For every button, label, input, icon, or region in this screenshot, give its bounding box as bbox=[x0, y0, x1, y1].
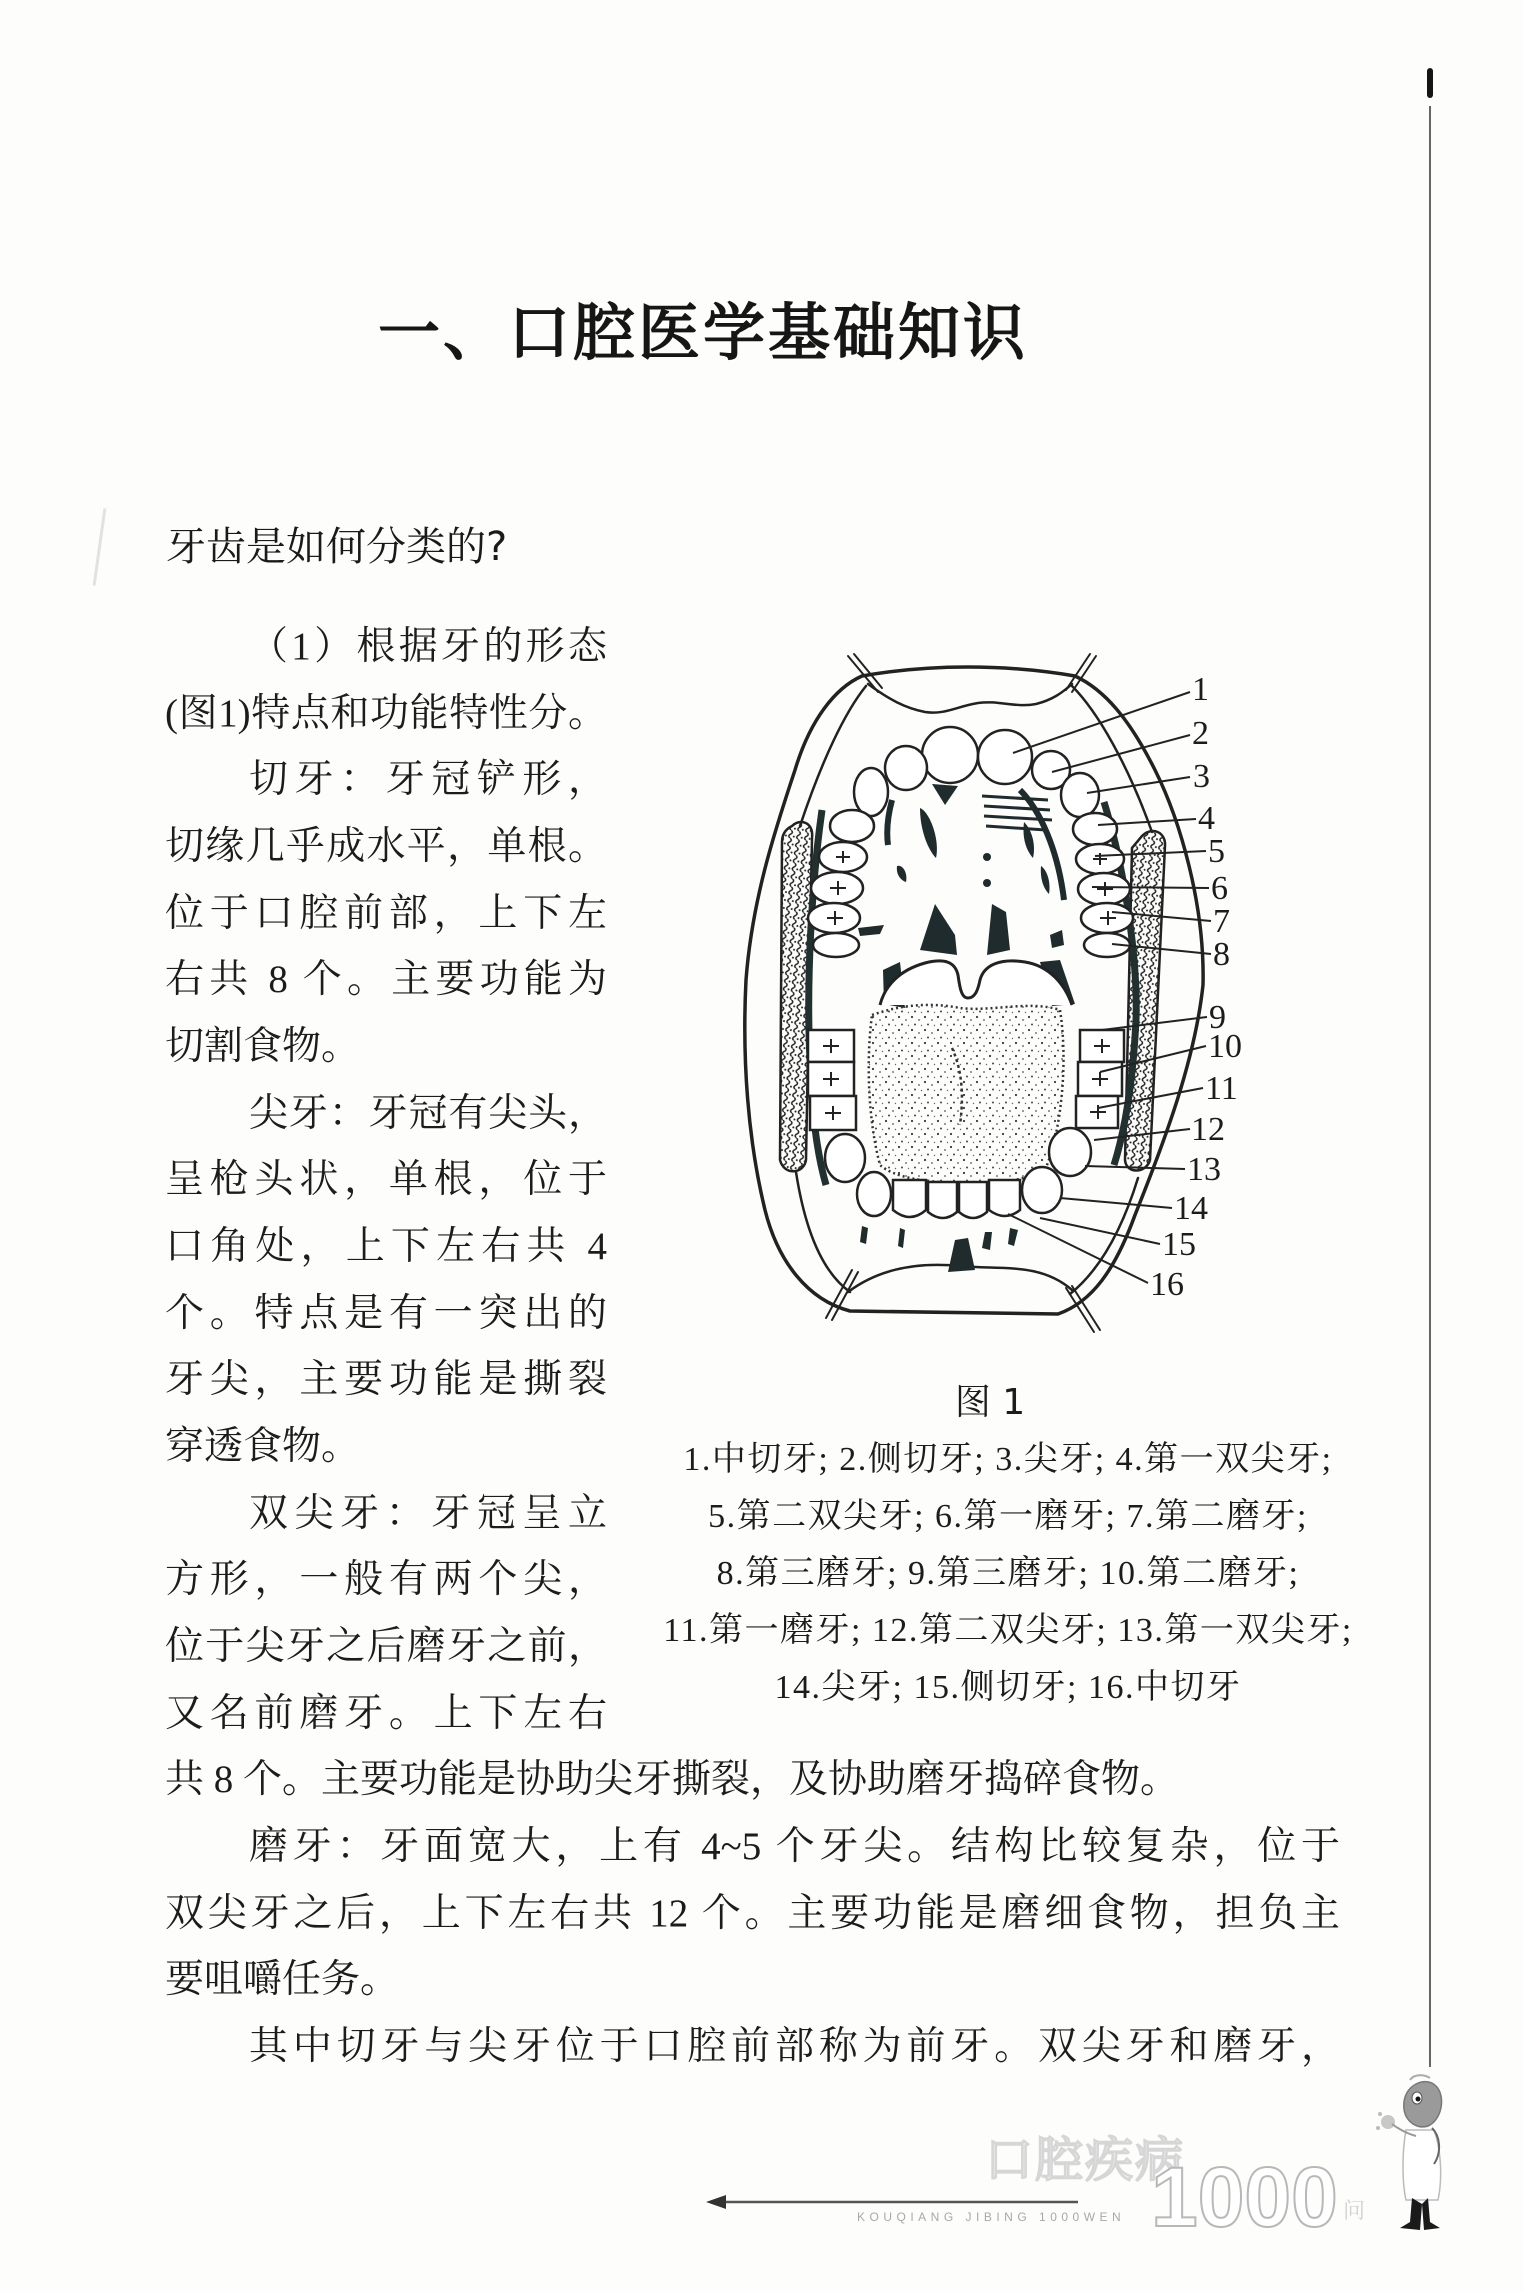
figure-label: 4 bbox=[1198, 800, 1215, 837]
body-line: 切割食物。 bbox=[165, 1024, 361, 1068]
scan-artifact bbox=[93, 508, 107, 586]
figure-label: 15 bbox=[1162, 1226, 1196, 1263]
caption-line: 1.中切牙; 2.侧切牙; 3.尖牙; 4.第一双尖牙; bbox=[683, 1441, 1333, 1478]
body-line: 方形，一般有两个尖， bbox=[165, 1558, 607, 1602]
figure-label: 12 bbox=[1191, 1111, 1225, 1148]
series-number: 1000 bbox=[1151, 2150, 1338, 2244]
body-line: 切缘几乎成水平，单根。 bbox=[165, 824, 607, 868]
caption-line: 11.第一磨牙; 12.第二双尖牙; 13.第一双尖牙; bbox=[663, 1612, 1353, 1649]
body-line: 口角处，上下左右共 4 bbox=[165, 1224, 607, 1268]
caption-line: 5.第二双尖牙; 6.第一磨牙; 7.第二磨牙; bbox=[708, 1498, 1308, 1535]
body-line: 个。特点是有一突出的 bbox=[165, 1291, 607, 1335]
series-pinyin: KOUQIANG JIBING 1000WEN bbox=[857, 2210, 1126, 2224]
figure-label: 9 bbox=[1209, 999, 1226, 1036]
body-line: 共 8 个。主要功能是协助尖牙撕裂，及协助磨牙捣碎食物。 bbox=[165, 1758, 1180, 1802]
body-line: 呈枪头状，单根，位于 bbox=[165, 1158, 607, 1202]
figure-label: 16 bbox=[1150, 1266, 1184, 1303]
body-line: 牙尖，主要功能是撕裂 bbox=[165, 1358, 607, 1402]
tongue bbox=[869, 1005, 1064, 1184]
body-line: 双尖牙之后，上下左右共 12 个。主要功能是磨细食物，担负主 bbox=[165, 1891, 1340, 1935]
body-line: 位于口腔前部，上下左 bbox=[165, 891, 607, 935]
figure-caption bbox=[600, 1431, 1416, 1716]
cheek-strip-right bbox=[1125, 831, 1165, 1170]
caption-line: 8.第三磨牙; 9.第三磨牙; 10.第二磨牙; bbox=[716, 1555, 1300, 1592]
section-question-heading: 牙齿是如何分类的? bbox=[166, 524, 508, 570]
figure-title: 图 1 bbox=[954, 1382, 1026, 1423]
margin-rule-marker bbox=[1427, 68, 1433, 98]
figure-label: 5 bbox=[1208, 833, 1225, 870]
body-line: 其中切牙与尖牙位于口腔前部称为前牙。双尖牙和磨牙， bbox=[249, 2024, 1340, 2068]
series-suffix: 问 bbox=[1343, 2199, 1366, 2224]
body-line: 切牙：牙冠铲形， bbox=[249, 758, 607, 802]
figure-label: 10 bbox=[1208, 1028, 1242, 1065]
figure-label: 8 bbox=[1213, 936, 1230, 973]
body-line: （1）根据牙的形态 bbox=[249, 625, 607, 668]
series-title: 口腔疾病 bbox=[985, 2132, 1186, 2188]
upper-teeth bbox=[808, 727, 1133, 957]
uvula bbox=[880, 961, 1072, 1005]
doctor-mascot-icon bbox=[1372, 2072, 1467, 2240]
body-line: 穿透食物。 bbox=[165, 1424, 361, 1468]
body-line: 双尖牙：牙冠呈立 bbox=[249, 1491, 607, 1535]
chapter-title: 一、口腔医学基础知识 bbox=[378, 296, 1029, 369]
margin-rule-line bbox=[1429, 106, 1431, 2067]
caption-line: 14.尖牙; 15.侧切牙; 16.中切牙 bbox=[774, 1669, 1242, 1706]
body-line: (图1)特点和功能特性分。 bbox=[165, 691, 607, 735]
arrow-left-icon bbox=[706, 2195, 726, 2209]
figure-label: 2 bbox=[1192, 715, 1209, 752]
body-line: 右共 8 个。主要功能为 bbox=[165, 958, 607, 1002]
body-line: 又名前磨牙。上下左右 bbox=[165, 1691, 607, 1735]
figure-label: 14 bbox=[1174, 1190, 1208, 1227]
figure-label: 3 bbox=[1193, 758, 1210, 795]
body-line: 要咀嚼任务。 bbox=[165, 1958, 400, 2002]
molar-cusp-marks bbox=[827, 851, 1116, 925]
figure-label: 6 bbox=[1211, 870, 1228, 907]
body-line: 位于尖牙之后磨牙之前， bbox=[165, 1624, 607, 1668]
body-line: 磨牙：牙面宽大，上有 4~5 个牙尖。结构比较复杂，位于 bbox=[249, 1824, 1340, 1868]
figure-label: 7 bbox=[1213, 903, 1230, 940]
mouth-teeth-diagram bbox=[700, 630, 1260, 1350]
body-column bbox=[165, 614, 607, 1747]
body-full-width bbox=[165, 1747, 1340, 2080]
figure-label: 13 bbox=[1187, 1151, 1221, 1188]
figure-label: 1 bbox=[1192, 671, 1209, 708]
body-line: 尖牙：牙冠有尖头， bbox=[249, 1091, 607, 1135]
figure-label: 11 bbox=[1205, 1070, 1238, 1107]
